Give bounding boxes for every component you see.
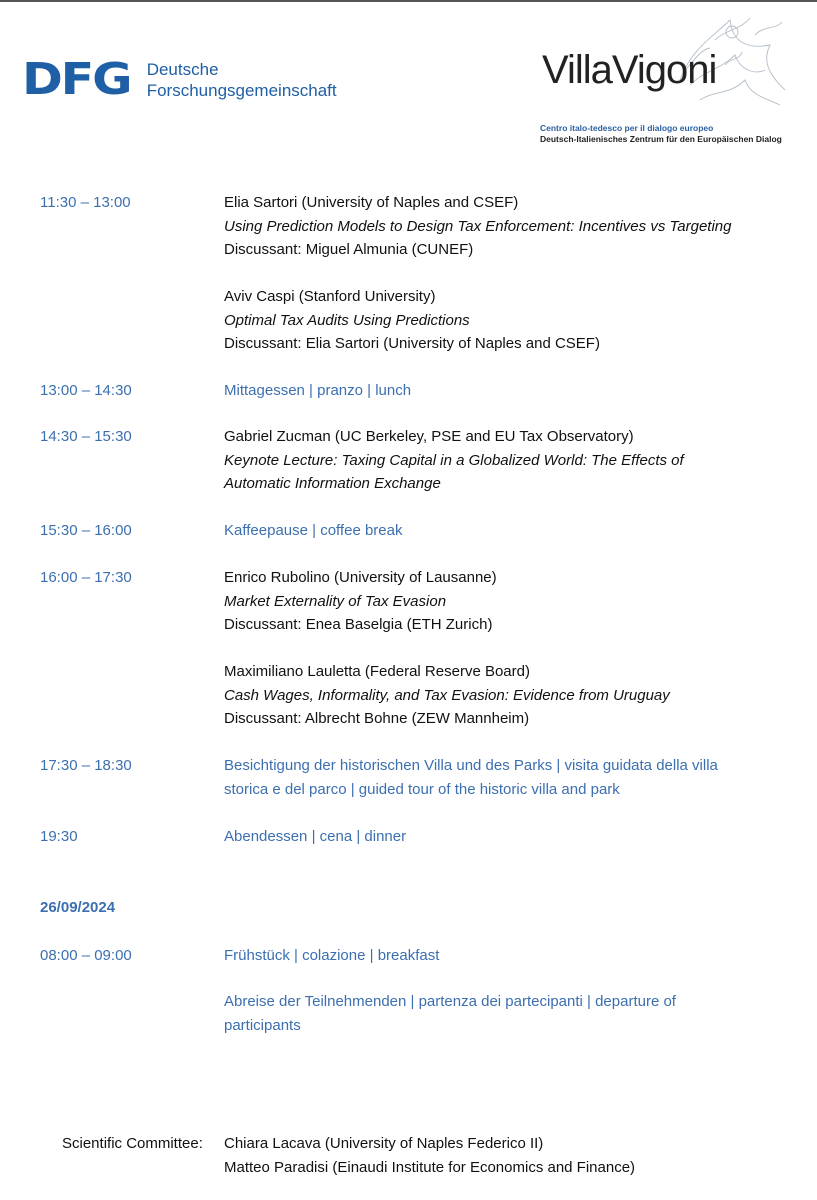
discussant: Discussant: Miguel Almunia (CUNEF)	[224, 241, 474, 258]
activity: Abendessen | cena | dinner	[224, 828, 407, 845]
activity-line1: Besichtigung der historischen Villa und des Parks | visita guidata della villa	[224, 757, 718, 774]
talk-title: Cash Wages, Informality, and Tax Evasion: Evidence from Uruguay	[224, 686, 670, 704]
talk-title: Optimal Tax Audits Using Predictions	[224, 311, 470, 329]
talk-title-line2: Automatic Information Exchange	[224, 475, 441, 492]
entry-time: 11:30 – 13:00	[40, 194, 131, 211]
entry-time: 13:00 – 14:30	[40, 382, 132, 399]
activity-line2: storica e del parco | guided tour of the historic villa and park	[224, 780, 620, 798]
day-date: 26/09/2024	[40, 899, 116, 916]
talk-title-line1: Keynote Lecture: Taxing Capital in a Globalized World: The Effects of	[224, 451, 684, 469]
activity: Mittagessen | pranzo | lunch	[224, 382, 412, 399]
villa-vigoni-logo	[540, 10, 800, 150]
dfg-logo-line1: Deutsche	[146, 60, 219, 79]
dfg-logo-text	[147, 59, 337, 101]
villa-vigoni-subtitle-it: Centro italo-tedesco per il dialogo europeo	[540, 123, 714, 133]
speaker: Elia Sartori (University of Naples and CSEF)	[224, 194, 519, 211]
top-border	[0, 0, 817, 2]
speaker: Aviv Caspi (Stanford University)	[224, 288, 436, 305]
villa-vigoni-wordmark: VillaVigoni	[542, 48, 717, 92]
committee-member: Chiara Lacava (University of Naples Federico II)	[224, 1135, 544, 1152]
dfg-logo-line2: Forschungsgemeinschaft	[146, 81, 337, 100]
speaker: Gabriel Zucman (UC Berkeley, PSE and EU Tax Observatory)	[224, 428, 634, 445]
entry-time: 16:00 – 17:30	[40, 569, 132, 586]
villa-vigoni-subtitle-de: Deutsch-Italienisches Zentrum für den Europäischen Dialog	[540, 134, 782, 144]
dfg-logo	[22, 54, 337, 105]
entry-time: 08:00 – 09:00	[40, 947, 132, 964]
entry-time: 19:30	[40, 828, 78, 845]
activity: Frühstück | colazione | breakfast	[224, 947, 440, 964]
discussant: Discussant: Enea Baselgia (ETH Zurich)	[224, 616, 493, 633]
dfg-logo-mark: DFG	[22, 54, 131, 105]
discussant: Discussant: Albrecht Bohne (ZEW Mannheim)	[224, 710, 530, 727]
committee-label: Scientific Committee:	[62, 1135, 203, 1152]
discussant: Discussant: Elia Sartori (University of Naples and CSEF)	[224, 335, 600, 352]
activity-line1: Abreise der Teilnehmenden | partenza dei partecipanti | departure of	[224, 993, 676, 1010]
talk-title: Using Prediction Models to Design Tax Enforcement: Incentives vs Targeting	[224, 217, 732, 235]
entry-time: 17:30 – 18:30	[40, 757, 132, 774]
speaker: Enrico Rubolino (University of Lausanne)	[224, 569, 497, 586]
activity: Kaffeepause | coffee break	[224, 522, 403, 539]
entry-time: 14:30 – 15:30	[40, 428, 132, 445]
entry-time: 15:30 – 16:00	[40, 522, 132, 539]
activity-line2: participants	[224, 1016, 301, 1034]
committee-member: Matteo Paradisi (Einaudi Institute for Economics and Finance)	[224, 1158, 636, 1176]
speaker: Maximiliano Lauletta (Federal Reserve Board)	[224, 663, 530, 680]
talk-title: Market Externality of Tax Evasion	[224, 592, 447, 610]
